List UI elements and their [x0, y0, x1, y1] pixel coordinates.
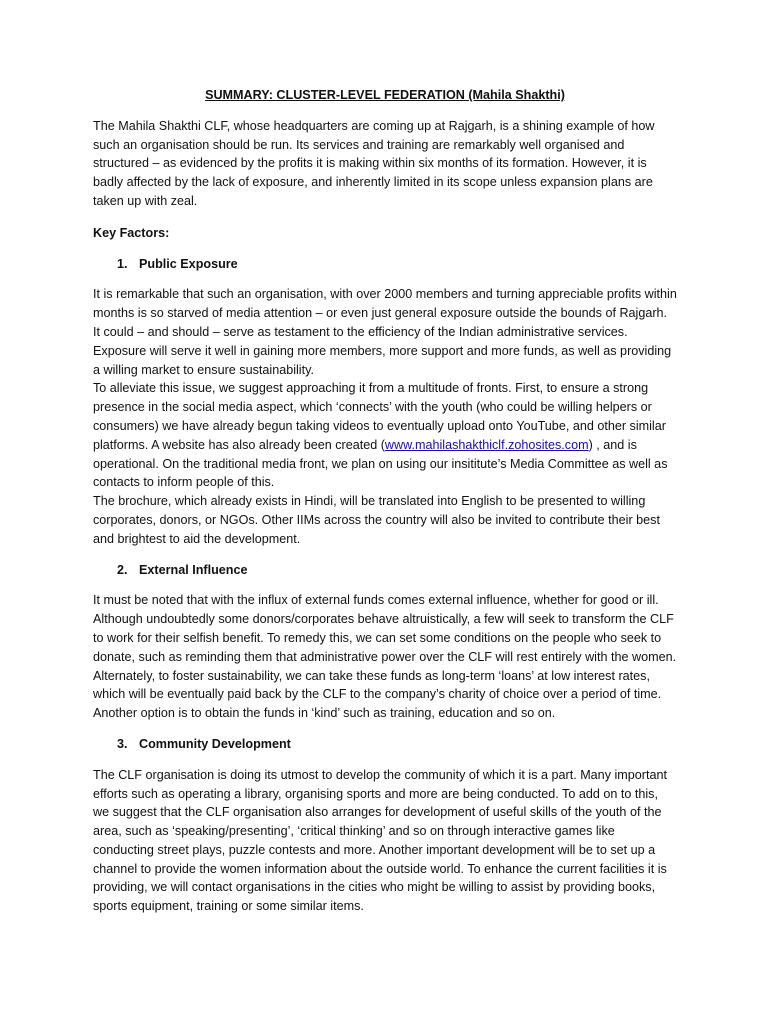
section-paragraph: The brochure, which already exists in Hindi, will be translated into English to be presented to willing corporates, donors, or NGOs. Other IIMs across the country will also be invited to contribute their best and brightest to aid the development.: [93, 494, 660, 546]
section-number: 2.: [117, 562, 128, 577]
website-link[interactable]: www.mahilashakthiclf.zohosites.com: [384, 437, 589, 452]
section-heading-text: Community Development: [139, 736, 291, 751]
section-heading-public-exposure: [93, 255, 677, 274]
section-paragraph-with-link: [93, 379, 677, 492]
key-factors-label: Key Factors:: [93, 225, 170, 240]
document-title: SUMMARY: CLUSTER-LEVEL FEDERATION (Mahila Shakthi): [205, 88, 565, 102]
section-paragraph: It is remarkable that such an organisation, with over 2000 members and turning appreciable profits within months is so starved of media attention – or even just general exposure outside the bounds of Rajgarh. It could – and should – serve as testament to the efficiency of the Indian administrative services. Exposure will serve it well in gaining more members, more support and more funds, as well as providing a willing market to ensure sustainability.: [93, 287, 677, 377]
section-body-community-development: [93, 766, 677, 916]
intro-paragraph: The Mahila Shakthi CLF, whose headquarters are coming up at Rajgarh, is a shining example of how such an organisation should be run. Its services and training are remarkably well organised and structured – as evidenced by the profits it is making within six months of its formation. However, it is badly affected by the lack of exposure, and inherently limited in its scope unless expansion plans are taken up with zeal.: [93, 118, 655, 208]
section-paragraph: It must be noted that with the influx of external funds comes external influence, whether for good or ill. Although undoubtedly some donors/corporates behave altruistically, a few will seek to transform the CLF to work for their selfish benefit. To remedy this, we can set some conditions on the people who seek to donate, such as reminding them that administrative power over the CLF will rest entirely with the women. Alternately, to foster sustainability, we can take these funds as long-term ‘loans’ at low interest rates, which will be eventually paid back by the CLF to the company’s charity of choice over a period of time. Another option is to obtain the funds in ‘kind’ such as training, education and so on.: [93, 593, 677, 721]
paragraph-text: ) , and is operational. On the traditional media front, we plan on using our insititute’s Media Committee as well as contacts to inform people of this.: [93, 437, 668, 490]
section-body-public-exposure: [93, 285, 677, 548]
section-paragraph: The CLF organisation is doing its utmost to develop the community of which it is a part. Many important efforts such as operating a library, organising sports and more are being conducted. To add on to this, we suggest that the CLF organisation also arranges for development of useful skills of the youth of the area, such as ‘speaking/presenting’, ‘critical thinking’ and so on through interactive games like conducting street plays, puzzle contests and more. Another important development will be to set up a channel to provide the women information about the outside world. To enhance the current facilities it is providing, we will contact organisations in the cities who might be willing to assist by providing books, sports equipment, training or some similar items.: [93, 767, 667, 914]
section-number: 1.: [117, 256, 128, 271]
section-heading-text: External Influence: [139, 562, 248, 577]
paragraph-text: To alleviate this issue, we suggest approaching it from a multitude of fronts. First, to ensure a strong presence in the social media aspect, which ‘connects’ with the youth (who could be willing helpers or consumers) we have already begun taking videos to eventually upload onto YouTube, and other similar platforms. A website has also already been created (: [93, 381, 666, 452]
section-body-external-influence: [93, 591, 677, 723]
section-heading-external-influence: [93, 561, 677, 580]
section-heading-community-development: [93, 735, 677, 754]
section-number: 3.: [117, 736, 128, 751]
document-page: [93, 86, 677, 928]
section-heading-text: Public Exposure: [139, 256, 238, 271]
